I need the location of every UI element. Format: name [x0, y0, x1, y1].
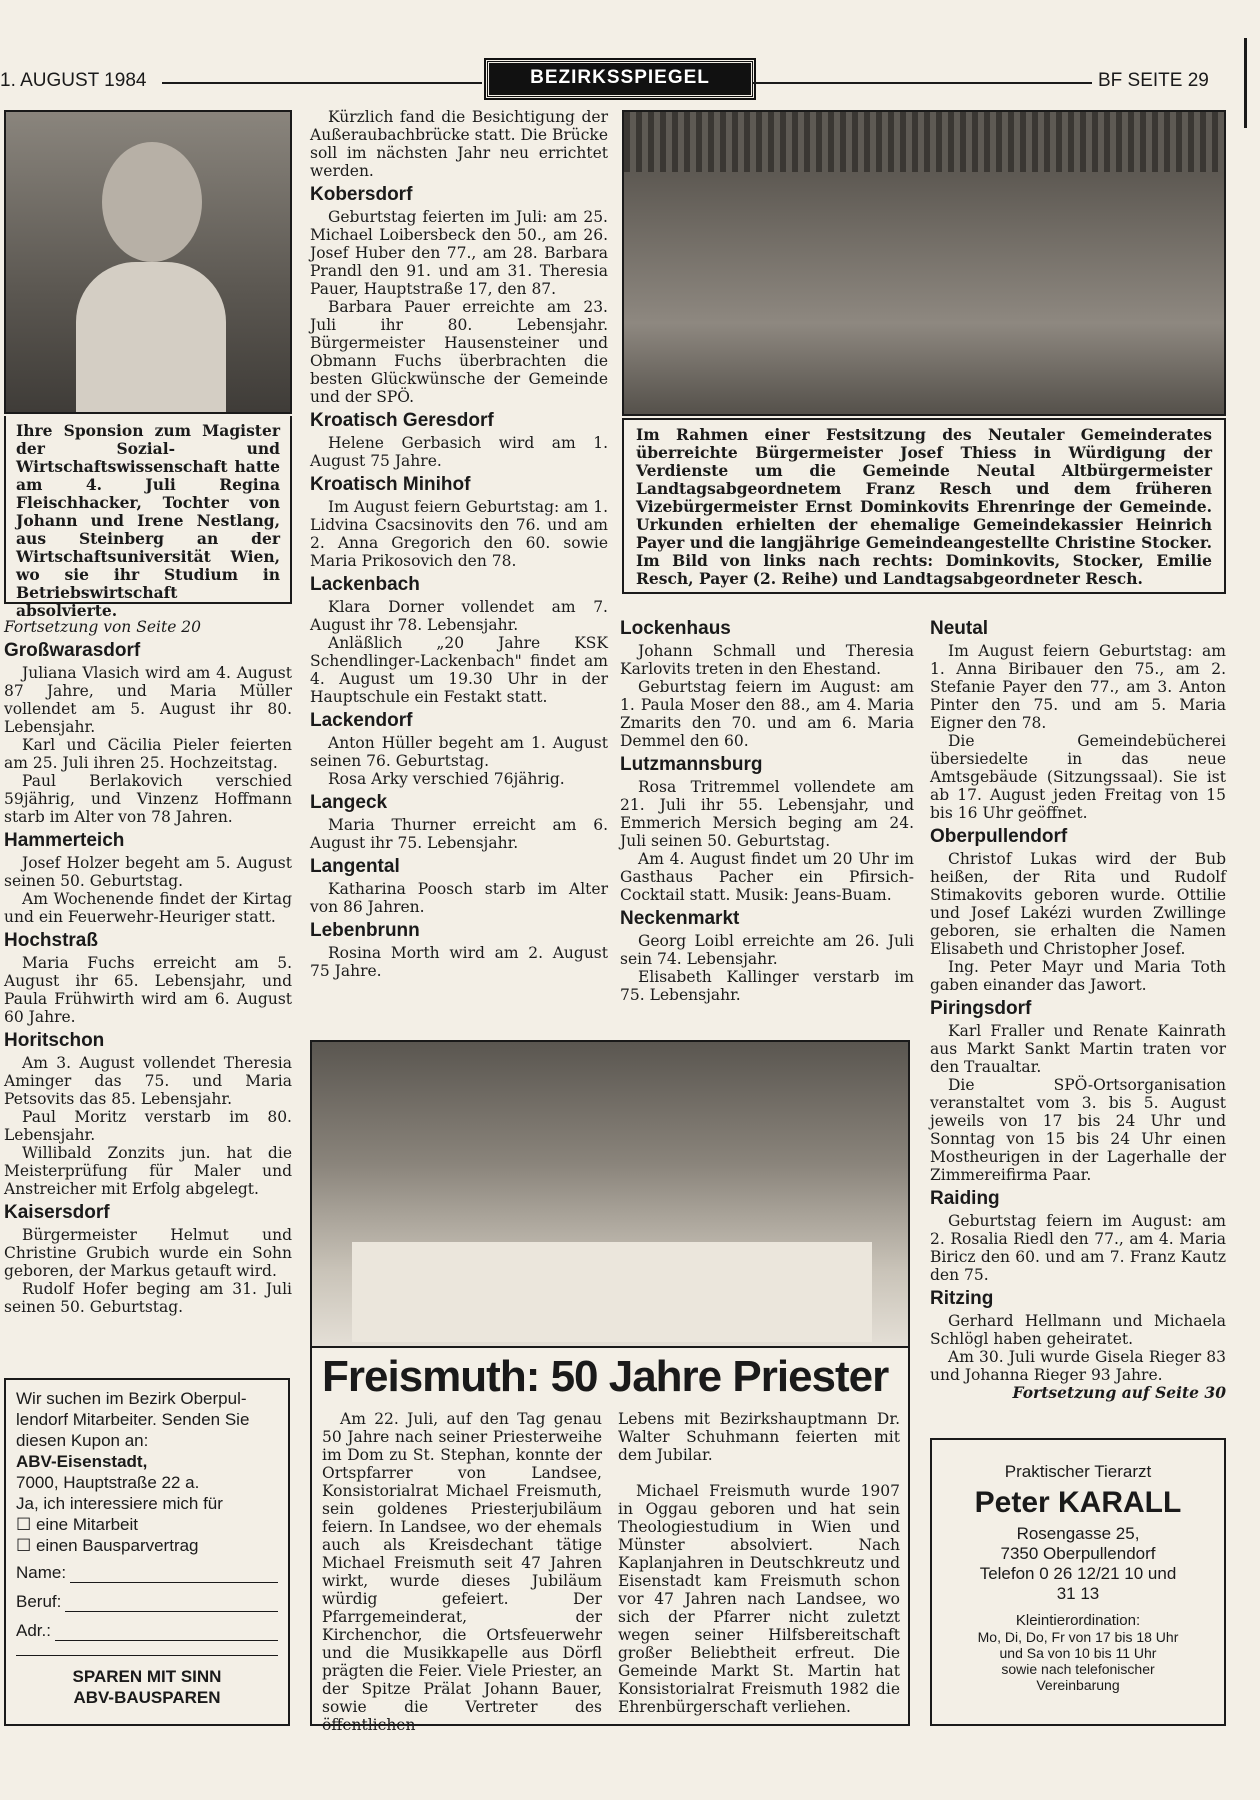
- paragraph: Elisabeth Kallinger verstarb im 75. Lebensjahr.: [620, 968, 914, 1004]
- heading-piringsdorf: Piringsdorf: [930, 998, 1032, 1019]
- heading-kaisersdorf: Kaisersdorf: [4, 1202, 110, 1223]
- paragraph: Geburtstag feiern im August: am 2. Rosalia Riedl den 77., am 4. Maria Biricz den 60. und am 7. Franz Kautz den 75.: [930, 1212, 1226, 1284]
- paragraph: Barbara Pauer erreichte am 23. Juli ihr 80. Lebensjahr. Bürgermeister Hausensteiner und Obmann Fuchs überbrachten die besten Glückwünsche der Gemeinde und der SPÖ.: [310, 298, 608, 406]
- portrait-photo: [4, 110, 292, 414]
- heading-kroatisch-minihof: Kroatisch Minihof: [310, 474, 471, 495]
- heading-lutzmannsburg: Lutzmannsburg: [620, 754, 763, 775]
- heading-kobersdorf: Kobersdorf: [310, 184, 413, 205]
- continued-to: Fortsetzung auf Seite 30: [1012, 1383, 1226, 1402]
- column-1: [4, 618, 292, 1316]
- ad-hours: Vereinbarung: [1036, 1677, 1120, 1693]
- heading-langental: Langental: [310, 856, 400, 877]
- heading-lackenbach: Lackenbach: [310, 574, 420, 595]
- heading-lockenhaus: Lockenhaus: [620, 618, 731, 639]
- paragraph: Rudolf Hofer beging am 31. Juli seinen 50. Geburtstag.: [4, 1280, 292, 1316]
- heading-neckenmarkt: Neckenmarkt: [620, 908, 740, 929]
- name-field[interactable]: [16, 1562, 278, 1583]
- paragraph: Geburtstag feiern im August: am 1. Paula Moser den 88., am 4. Maria Zmarits den 70. und am 6. Maria Demmel den 60.: [620, 678, 914, 750]
- heading-grosswarasdorf: Großwarasdorf: [4, 640, 141, 661]
- paragraph: Helene Gerbasich wird am 1. August 75 Jahre.: [310, 434, 608, 470]
- name-label: Name:: [16, 1563, 67, 1582]
- issue-date: 1. AUGUST 1984: [0, 70, 147, 91]
- coupon-text: diesen Kupon an:: [16, 1431, 149, 1450]
- ad-hours: und Sa von 10 bis 11 Uhr: [999, 1645, 1157, 1661]
- vet-advertisement: [930, 1438, 1226, 1726]
- paragraph: Anton Hüller begeht am 1. August seinen 76. Geburtstag.: [310, 734, 608, 770]
- paragraph: Juliana Vlasich wird am 4. August 87 Jahre, und Maria Müller vollendet am 5. August ihr 80. Lebensjahr.: [4, 664, 292, 736]
- ad-street: Rosengasse 25,: [1016, 1524, 1140, 1543]
- continued-from: Fortsetzung von Seite 20: [4, 618, 202, 636]
- paragraph: Am 3. August vollendet Theresia Aminger das 75. und Maria Petsovits das 85. Lebensjahr.: [4, 1054, 292, 1108]
- beruf-field[interactable]: [16, 1591, 278, 1612]
- paragraph: Rosina Morth wird am 2. August 75 Jahre.: [310, 944, 608, 980]
- paragraph: Im August feiern Geburtstag: am 1. Anna Biribauer den 75., am 2. Stefanie Payer den 77., am 3. Anton Pinter den 75. und am 5. Maria Eigner den 78.: [930, 642, 1226, 732]
- option-mitarbeit-checkbox[interactable]: ☐ eine Mitarbeit: [16, 1515, 139, 1534]
- heading-lackendorf: Lackendorf: [310, 710, 413, 731]
- ad-name: Peter KARALL: [974, 1486, 1182, 1519]
- heading-raiding: Raiding: [930, 1188, 1000, 1209]
- portrait-caption: Ihre Sponsion zum Magister der Sozial- und Wirtschaftswissenschaft hatte am 4. Juli Regina Fleischhacker, Tochter von Johann und Irene Nestlang, aus Steinberg an der Wirtschaftsuniversität Wien, wo sie ihr Studium in Betriebswirtschaft absolvierte.: [4, 416, 292, 604]
- paragraph: Die SPÖ-Ortsorganisation veranstaltet vom 3. bis 5. August jeweils von 17 bis 24 Uhr und Sonntag von 15 bis 24 Uhr einen Mostheurigen in der Lagerhalle der Zimmereifirma Paar.: [930, 1076, 1226, 1184]
- paragraph: Johann Schmall und Theresia Karlovits treten in den Ehestand.: [620, 642, 914, 678]
- paragraph: Josef Holzer begeht am 5. August seinen 50. Geburtstag.: [4, 854, 292, 890]
- coupon-text: Ja, ich interessiere mich für: [16, 1494, 223, 1513]
- paragraph: Am 22. Juli, auf den Tag genau 50 Jahre nach seiner Priesterweihe im Dom zu St. Stephan, konnte der Ortspfarrer von Landsee, Konsistorialrat Michael Freismuth, sein goldenes Priesterjubiläum feiern. In Landsee, wo der ehemals auch als Kreisdechant tätige Michael Freismuth seit 47 Jahren wirkt, wurde dieses Jubiläum würdig gefeiert. Der Pfarrgemeinderat, der Kirchenchor, die Ortsfeuerwehr und die Musikkapelle aus Dörfl prägten die Feier. Viele Priester, an der Spitze Prälat Johann Bauer, sowie die Vertreter des öffentlichen: [322, 1410, 602, 1734]
- address-label: Adr.:: [16, 1621, 51, 1640]
- ad-phone-2: 31 13: [1056, 1584, 1100, 1603]
- heading-neutal: Neutal: [930, 618, 989, 639]
- feature-headline: Freismuth: 50 Jahre Priester: [322, 1352, 889, 1401]
- heading-ritzing: Ritzing: [930, 1288, 994, 1309]
- paragraph: Bürgermeister Helmut und Christine Grubich wurde ein Sohn geboren, der Markus getauft wird.: [4, 1226, 292, 1280]
- ad-profession: Praktischer Tierarzt: [1004, 1462, 1152, 1481]
- paragraph: Kürzlich fand die Besichtigung der Außeraubachbrücke statt. Die Brücke soll im nächsten Jahr neu errichtet werden.: [310, 108, 608, 180]
- header-rule-left: [162, 82, 482, 84]
- heading-oberpullendorf: Oberpullendorf: [930, 826, 1068, 847]
- feature-left-column: [322, 1410, 602, 1734]
- coupon-address: 7000, Hauptstraße 22 a.: [16, 1473, 200, 1492]
- coupon-box: [4, 1378, 290, 1726]
- paragraph: Willibald Zonzits jun. hat die Meisterprüfung für Maler und Anstreicher mit Erfolg abgelegt.: [4, 1144, 292, 1198]
- paragraph: Am Wochenende findet der Kirtag und ein Feuerwehr-Heuriger statt.: [4, 890, 292, 926]
- paragraph: Paul Moritz verstarb im 80. Lebensjahr.: [4, 1108, 292, 1144]
- column-2: [310, 108, 608, 980]
- paragraph: Am 4. August findet um 20 Uhr im Gasthaus Pacher ein Pfirsich-Cocktail statt. Musik: Jeans-Buam.: [620, 850, 914, 904]
- coupon-address-name: ABV-Eisenstadt,: [16, 1452, 148, 1471]
- paragraph: Am 30. Juli wurde Gisela Rieger 83 und Johanna Rieger 93 Jahre.: [930, 1348, 1226, 1384]
- paragraph: Ing. Peter Mayr und Maria Toth gaben einander das Jawort.: [930, 958, 1226, 994]
- paragraph: Georg Loibl erreichte am 26. Juli sein 74. Lebensjahr.: [620, 932, 914, 968]
- paragraph: Gerhard Hellmann und Michaela Schlögl haben geheiratet.: [930, 1312, 1226, 1348]
- beruf-label: Beruf:: [16, 1592, 62, 1611]
- feature-right-column: [618, 1410, 900, 1716]
- coupon-text: lendorf Mitarbeiter. Senden Sie: [16, 1410, 250, 1429]
- edge-rule: [1244, 38, 1247, 128]
- mass-photo: [310, 1040, 910, 1348]
- paragraph: Karl und Cäcilia Pieler feierten am 25. Juli ihren 25. Hochzeitstag.: [4, 736, 292, 772]
- ad-hours: sowie nach telefonischer: [1001, 1661, 1155, 1677]
- address-line-2: [16, 1641, 278, 1656]
- paragraph: Rosa Arky verschied 76jährig.: [328, 770, 565, 788]
- paragraph: Lebens mit Bezirkshauptmann Dr. Walter Schuhmann feierten mit dem Jubilar.: [618, 1410, 900, 1464]
- paragraph: Paul Berlakovich verschied 59jährig, und Vinzenz Hoffmann starb im Alter von 78 Jahren.: [4, 772, 292, 826]
- paragraph: Maria Fuchs erreicht am 5. August ihr 65. Lebensjahr, und Paula Frühwirth wird am 6. August 60 Jahre.: [4, 954, 292, 1026]
- paragraph: Christof Lukas wird der Bub heißen, der Rita und Rudolf Stimakovits geboren wurde. Ottilie und Josef Lakézi wurden Zwillinge geboren, sie erhalten die Namen Elisabeth und Christopher Josef.: [930, 850, 1226, 958]
- paragraph: Im August feiern Geburtstag: am 1. Lidvina Csacsinovits den 76. und am 2. Anna Gregorich den 60. sowie Maria Prikosovich den 78.: [310, 498, 608, 570]
- heading-kroatisch-geresdorf: Kroatisch Geresdorf: [310, 410, 494, 431]
- paragraph: Anläßlich „20 Jahre KSK Schendlinger-Lackenbach" findet am 4. August um 19.30 Uhr in der Hauptschule ein Festakt statt.: [310, 634, 608, 706]
- heading-langeck: Langeck: [310, 792, 388, 813]
- header-rule-right: [752, 82, 1092, 84]
- ad-hours-title: Kleintierordination:: [1015, 1612, 1141, 1629]
- paragraph: Michael Freismuth wurde 1907 in Oggau geboren und hat sein Theologiestudium in Wien und Münster absolviert. Nach Kaplanjahren in Deutschkreutz und Eisenstadt kam Freismuth schon vor 47 Jahren nach Landsee, wo sich der Pfarrer nicht zuletzt wegen seiner Hilfsbereitschaft großer Beliebtheit erfreut. Die Gemeinde Markt St. Martin hat Konsistorialrat Freismuth 1982 die Ehrenbürgerschaft verliehen.: [618, 1482, 900, 1716]
- heading-hochstrass: Hochstraß: [4, 930, 98, 951]
- paragraph: Katharina Poosch starb im Alter von 86 Jahren.: [310, 880, 608, 916]
- column-4: [930, 614, 1226, 1402]
- ad-phone: Telefon 0 26 12/21 10 und: [979, 1564, 1177, 1583]
- address-field[interactable]: [16, 1620, 278, 1641]
- heading-lebenbrunn: Lebenbrunn: [310, 920, 420, 941]
- council-caption: Im Rahmen einer Festsitzung des Neutaler Gemeinderates überreichte Bürgermeister Josef Thiess in Würdigung der Verdienste um die Gemeinde Neutal Altbürgermeister Landtagsabgeordnetem Franz Resch und dem früheren Vizebürgermeister Ernst Dominkovits Ehrenringe der Gemeinde. Urkunden erhielten der ehemalige Gemeindekassier Heinrich Payer und die langjährige Gemeindeangestellte Christine Stocker. Im Bild von links nach rechts: Dominkovits, Stocker, Emilie Resch, Payer (2. Reihe) und Landtagsabgeordneter Resch.: [622, 418, 1226, 594]
- ad-hours: Mo, Di, Do, Fr von 17 bis 18 Uhr: [977, 1629, 1179, 1645]
- column-3: [620, 614, 914, 1004]
- ad-city: 7350 Oberpullendorf: [1000, 1544, 1156, 1563]
- paragraph: Die Gemeindebücherei übersiedelte in das neue Amtsgebäude (Sitzungssaal). Sie ist ab 17. August jeden Freitag von 15 bis 16 Uhr geöffnet.: [930, 732, 1226, 822]
- heading-hammerteich: Hammerteich: [4, 830, 125, 851]
- heading-horitschon: Horitschon: [4, 1030, 105, 1051]
- paragraph: Klara Dorner vollendet am 7. August ihr 78. Lebensjahr.: [310, 598, 608, 634]
- coupon-slogan: SPAREN MIT SINN: [72, 1667, 222, 1686]
- page-number: BF SEITE 29: [1098, 70, 1209, 91]
- option-bausparvertrag-checkbox[interactable]: ☐ einen Bausparvertrag: [16, 1536, 199, 1555]
- masthead: BEZIRKSSPIEGEL: [486, 60, 754, 98]
- council-photo: [622, 110, 1226, 416]
- coupon-slogan: ABV-BAUSPAREN: [73, 1688, 221, 1707]
- coupon-text: Wir suchen im Bezirk Oberpul-: [16, 1389, 247, 1408]
- paragraph: Maria Thurner erreicht am 6. August ihr 75. Lebensjahr.: [310, 816, 608, 852]
- paragraph: Rosa Tritremmel vollendete am 21. Juli ihr 55. Lebensjahr, und Emmerich Mersich beging am 24. Juli seinen 50. Geburtstag.: [620, 778, 914, 850]
- paragraph: Geburtstag feierten im Juli: am 25. Michael Loibersbeck den 50., am 26. Josef Huber den 77., am 28. Barbara Prandl den 91. und am 31. Theresia Pauer, Hauptstraße 17, den 87.: [310, 208, 608, 298]
- paragraph: Karl Fraller und Renate Kainrath aus Markt Sankt Martin traten vor den Traualtar.: [930, 1022, 1226, 1076]
